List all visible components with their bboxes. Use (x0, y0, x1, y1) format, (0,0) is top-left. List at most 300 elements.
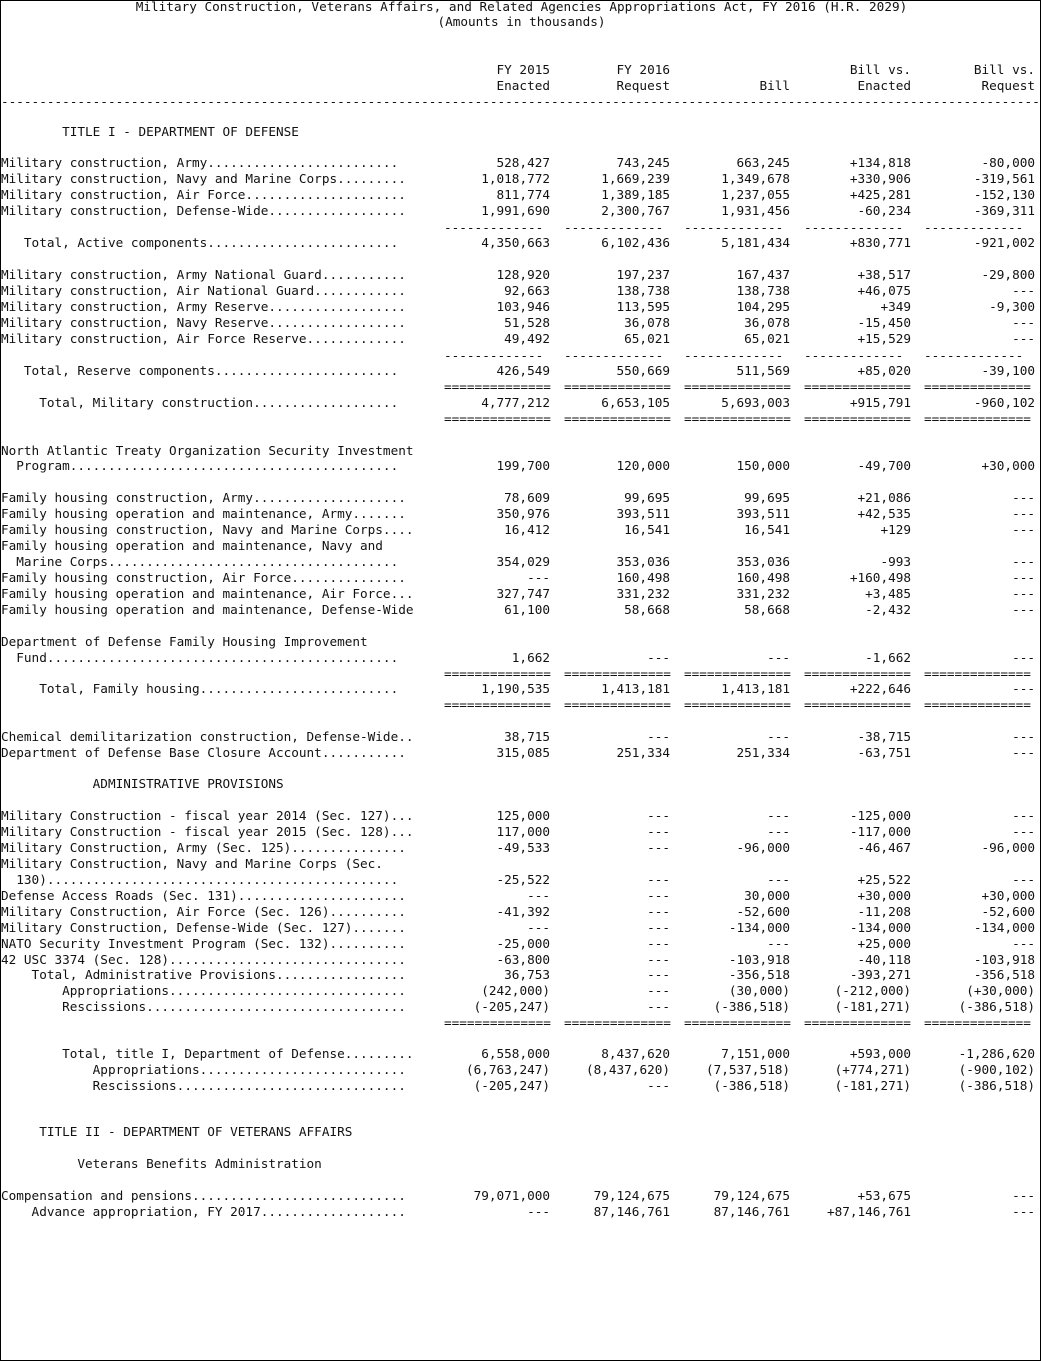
cell-bill-vs-enacted: -38,715 (857, 729, 911, 744)
cell-bill-vs-enacted: +349 (880, 299, 911, 314)
col-request-subheader: Request (616, 78, 670, 93)
col-request2-subheader: Request (981, 78, 1035, 93)
row-label: Military Construction, Army (Sec. 125)............... (1, 840, 406, 855)
column-header-row-1 (1, 62, 1041, 78)
cell-bill: (30,000) (728, 983, 790, 998)
cell-fy2015-enacted: 6,558,000 (481, 1046, 550, 1061)
cell-fy2015-enacted: -63,800 (496, 952, 550, 967)
table-row (1, 395, 1041, 411)
cell-bill: (7,537,518) (705, 1062, 790, 1077)
cell-fy2016-request: 197,237 (616, 267, 670, 282)
cell-fy2016-request: 1,389,185 (601, 187, 670, 202)
cell-bill-vs-enacted: +134,818 (849, 155, 911, 170)
cell-fy2016-request: 353,036 (616, 554, 670, 569)
cell-bill-vs-request: --- (1012, 808, 1035, 823)
cell-bill: (-386,518) (713, 999, 790, 1014)
cell-fy2016-request: 160,498 (616, 570, 670, 585)
cell-bill-vs-request: --- (1012, 490, 1035, 505)
cell-bill: 65,021 (744, 331, 790, 346)
col-enacted-subheader: Enacted (496, 78, 550, 93)
row-label: Appropriations............................... (1, 983, 406, 998)
cell-bill: 1,413,181 (721, 681, 790, 696)
cell-bill-vs-enacted: +222,646 (849, 681, 911, 696)
cell-fy2015-enacted: 4,777,212 (481, 395, 550, 410)
table-row (1, 1204, 1041, 1220)
cell-bill: -52,600 (736, 904, 790, 919)
row-label: Military Construction - fiscal year 2014 (Sec. 127)... (1, 808, 414, 823)
cell-fy2015-enacted: 79,071,000 (473, 1188, 550, 1203)
document-title: Military Construction, Veterans Affairs, and Related Agencies Appropriations Act, FY 2016 (H.R. 2029) (135, 0, 908, 14)
cell-bill: 393,511 (736, 506, 790, 521)
cell-bill-vs-enacted: +87,146,761 (826, 1204, 911, 1219)
cell-fy2016-request: 36,078 (624, 315, 670, 330)
double-total-rule (1, 411, 1041, 427)
table-row (1, 650, 1041, 666)
cell-bill-vs-enacted: +915,791 (849, 395, 911, 410)
rule-segment: ------------- (684, 348, 784, 363)
table-row (1, 538, 1041, 554)
row-label: North Atlantic Treaty Organization Security Investment (1, 443, 414, 458)
cell-fy2015-enacted: (242,000) (481, 983, 550, 998)
cell-fy2015-enacted: 528,427 (496, 155, 550, 170)
cell-fy2015-enacted: 811,774 (496, 187, 550, 202)
cell-bill: 138,738 (736, 283, 790, 298)
subtotal-rule (1, 348, 1041, 364)
rule-segment: ============== (684, 411, 791, 426)
row-label: Family housing construction, Navy and Marine Corps.... (1, 522, 414, 537)
table-row (1, 999, 1041, 1015)
rule-segment: ============== (924, 1015, 1031, 1030)
cell-bill-vs-request: --- (1012, 602, 1035, 617)
cell-bill: 511,569 (736, 363, 790, 378)
table-row (1, 522, 1041, 538)
cell-fy2015-enacted: 199,700 (496, 458, 550, 473)
row-label: Military Construction - fiscal year 2015 (Sec. 128)... (1, 824, 414, 839)
cell-bill-vs-request: -152,130 (973, 187, 1035, 202)
cell-fy2015-enacted: (-205,247) (473, 999, 550, 1014)
cell-bill: --- (767, 808, 790, 823)
cell-fy2015-enacted: 78,609 (504, 490, 550, 505)
row-label: Total, Active components......................... (1, 235, 399, 250)
cell-bill-vs-request: --- (1012, 872, 1035, 887)
table-row (1, 776, 1041, 792)
rule-segment: ============== (444, 697, 551, 712)
cell-bill-vs-request: --- (1012, 315, 1035, 330)
cell-bill-vs-enacted: +3,485 (865, 586, 911, 601)
table-row (1, 283, 1041, 299)
row-label: Veterans Benefits Administration (1, 1156, 322, 1171)
cell-fy2015-enacted: 125,000 (496, 808, 550, 823)
cell-bill: 663,245 (736, 155, 790, 170)
cell-bill-vs-enacted: -134,000 (849, 920, 911, 935)
cell-fy2016-request: --- (647, 1078, 670, 1093)
cell-bill-vs-request: --- (1012, 506, 1035, 521)
table-row (1, 554, 1041, 570)
cell-bill: -356,518 (728, 967, 790, 982)
row-label: Chemical demilitarization construction, Defense-Wide.. (1, 729, 414, 744)
cell-bill-vs-enacted: (-181,271) (834, 999, 911, 1014)
table-row (1, 856, 1041, 872)
cell-bill-vs-enacted: -993 (880, 554, 911, 569)
row-label: Military construction, Army National Guard........... (1, 267, 406, 282)
cell-fy2015-enacted: 1,662 (511, 650, 550, 665)
rule-segment: ============== (444, 411, 551, 426)
cell-bill-vs-enacted: -40,118 (857, 952, 911, 967)
cell-bill-vs-enacted: (-212,000) (834, 983, 911, 998)
cell-fy2016-request: 331,232 (616, 586, 670, 601)
cell-bill: 36,078 (744, 315, 790, 330)
table-row (1, 235, 1041, 251)
table-row (1, 1046, 1041, 1062)
double-total-rule (1, 1015, 1041, 1031)
col-enacted2-subheader: Enacted (857, 78, 911, 93)
cell-bill-vs-enacted: +25,000 (857, 936, 911, 951)
table-row (1, 952, 1041, 968)
row-label: 130).............................................. (1, 872, 399, 887)
table-row (1, 872, 1041, 888)
col-bill-header: Bill (759, 78, 790, 93)
cell-bill: 1,931,456 (721, 203, 790, 218)
cell-fy2016-request: --- (647, 729, 670, 744)
cell-fy2015-enacted: 350,976 (496, 506, 550, 521)
cell-fy2015-enacted: 117,000 (496, 824, 550, 839)
row-label: Marine Corps...................................... (1, 554, 399, 569)
row-label: Military construction, Air Force..................... (1, 187, 406, 202)
cell-bill-vs-request: (+30,000) (966, 983, 1035, 998)
cell-fy2016-request: 138,738 (616, 283, 670, 298)
rule-segment: ============== (804, 411, 911, 426)
row-label: Family housing operation and maintenance, Navy and (1, 538, 383, 553)
cell-bill: 5,693,003 (721, 395, 790, 410)
rule-segment: ============== (684, 1015, 791, 1030)
cell-fy2016-request: --- (647, 824, 670, 839)
cell-fy2016-request: 6,102,436 (601, 235, 670, 250)
cell-bill-vs-enacted: -46,467 (857, 840, 911, 855)
rule-segment: ============== (924, 411, 1031, 426)
cell-bill-vs-request: -960,102 (973, 395, 1035, 410)
cell-bill-vs-enacted: +25,522 (857, 872, 911, 887)
cell-bill-vs-request: -96,000 (981, 840, 1035, 855)
cell-fy2016-request: 65,021 (624, 331, 670, 346)
table-row (1, 1156, 1041, 1172)
row-label: Military construction, Air National Guard............ (1, 283, 406, 298)
cell-bill-vs-enacted: +593,000 (849, 1046, 911, 1061)
cell-bill-vs-enacted: +38,517 (857, 267, 911, 282)
rule-segment: ------------- (924, 348, 1024, 363)
cell-bill: 331,232 (736, 586, 790, 601)
table-row (1, 203, 1041, 219)
cell-fy2015-enacted: 1,991,690 (481, 203, 550, 218)
cell-bill-vs-enacted: -117,000 (849, 824, 911, 839)
table-row (1, 745, 1041, 761)
row-label: Total, Family housing.......................... (1, 681, 399, 696)
table-row (1, 904, 1041, 920)
rule-segment: ============== (444, 379, 551, 394)
cell-bill-vs-request: (-386,518) (958, 999, 1035, 1014)
table-row (1, 920, 1041, 936)
cell-bill-vs-enacted: -2,432 (865, 602, 911, 617)
cell-fy2015-enacted: 354,029 (496, 554, 550, 569)
row-label: Appropriations........................... (1, 1062, 406, 1077)
table-row (1, 729, 1041, 745)
rule-segment: ============== (804, 1015, 911, 1030)
row-label: TITLE II - DEPARTMENT OF VETERANS AFFAIRS (1, 1124, 353, 1139)
cell-bill-vs-request: +30,000 (981, 888, 1035, 903)
rule-segment: ------------- (804, 348, 904, 363)
cell-bill-vs-request: --- (1012, 570, 1035, 585)
cell-fy2015-enacted: 1,018,772 (481, 171, 550, 186)
row-label: Family housing operation and maintenance, Defense-Wide (1, 602, 414, 617)
row-label: Advance appropriation, FY 2017................... (1, 1204, 406, 1219)
cell-fy2015-enacted: 16,412 (504, 522, 550, 537)
row-label: Total, Administrative Provisions................. (1, 967, 406, 982)
cell-fy2015-enacted: 1,190,535 (481, 681, 550, 696)
table-row (1, 1078, 1041, 1094)
cell-fy2016-request: (8,437,620) (585, 1062, 670, 1077)
cell-bill-vs-request: -80,000 (981, 155, 1035, 170)
rule-segment: ============== (924, 666, 1031, 681)
cell-bill-vs-request: --- (1012, 936, 1035, 951)
cell-fy2016-request: 87,146,761 (593, 1204, 670, 1219)
cell-bill-vs-request: --- (1012, 554, 1035, 569)
row-label: Family housing operation and maintenance, Air Force... (1, 586, 414, 601)
cell-fy2016-request: 743,245 (616, 155, 670, 170)
cell-fy2016-request: --- (647, 840, 670, 855)
row-label: Military Construction, Navy and Marine Corps (Sec. (1, 856, 383, 871)
rule-segment: ============== (564, 666, 671, 681)
row-label: Department of Defense Family Housing Improvement (1, 634, 368, 649)
cell-bill-vs-request: +30,000 (981, 458, 1035, 473)
table-row (1, 187, 1041, 203)
cell-fy2016-request: --- (647, 888, 670, 903)
rule-segment: ============== (564, 411, 671, 426)
table-row (1, 1062, 1041, 1078)
cell-bill-vs-request: (-386,518) (958, 1078, 1035, 1093)
cell-fy2015-enacted: 315,085 (496, 745, 550, 760)
cell-bill-vs-enacted: +42,535 (857, 506, 911, 521)
cell-bill: -96,000 (736, 840, 790, 855)
table-row (1, 808, 1041, 824)
cell-bill-vs-request: -921,002 (973, 235, 1035, 250)
cell-fy2015-enacted: 4,350,663 (481, 235, 550, 250)
cell-fy2016-request: 393,511 (616, 506, 670, 521)
table-row (1, 840, 1041, 856)
cell-bill-vs-enacted: -60,234 (857, 203, 911, 218)
cell-fy2015-enacted: 36,753 (504, 967, 550, 982)
cell-bill-vs-enacted: +129 (880, 522, 911, 537)
col-bill-vs-enacted-header: Bill vs. (849, 62, 911, 77)
row-label: ADMINISTRATIVE PROVISIONS (1, 776, 284, 791)
table-row (1, 1188, 1041, 1204)
row-label: Military construction, Defense-Wide.................. (1, 203, 406, 218)
column-header-row-2 (1, 78, 1041, 94)
rule-segment: ============== (924, 697, 1031, 712)
row-label: Military Construction, Defense-Wide (Sec. 127)....... (1, 920, 406, 935)
row-label: Rescissions.................................. (1, 999, 406, 1014)
cell-fy2015-enacted: (-205,247) (473, 1078, 550, 1093)
rule-segment: ============== (444, 666, 551, 681)
cell-bill: 30,000 (744, 888, 790, 903)
cell-bill-vs-request: -39,100 (981, 363, 1035, 378)
cell-bill-vs-enacted: -11,208 (857, 904, 911, 919)
cell-bill-vs-request: --- (1012, 522, 1035, 537)
cell-bill-vs-request: --- (1012, 745, 1035, 760)
cell-bill: -103,918 (728, 952, 790, 967)
rule-segment: ============== (804, 697, 911, 712)
col-fy2016-header: FY 2016 (616, 62, 670, 77)
cell-fy2015-enacted: --- (527, 570, 550, 585)
rule-segment: ------------- (804, 220, 904, 235)
cell-bill: 16,541 (744, 522, 790, 537)
cell-bill: --- (767, 729, 790, 744)
cell-bill: 7,151,000 (721, 1046, 790, 1061)
cell-bill-vs-enacted: -1,662 (865, 650, 911, 665)
cell-fy2016-request: 99,695 (624, 490, 670, 505)
cell-fy2016-request: 2,300,767 (601, 203, 670, 218)
col-fy2015-header: FY 2015 (496, 62, 550, 77)
row-label: Family housing construction, Air Force............... (1, 570, 406, 585)
cell-fy2016-request: 1,669,239 (601, 171, 670, 186)
table-row (1, 315, 1041, 331)
row-label: Military construction, Army......................... (1, 155, 399, 170)
col-bill-vs-request-header: Bill vs. (973, 62, 1035, 77)
cell-bill-vs-request: -356,518 (973, 967, 1035, 982)
row-label: Rescissions.............................. (1, 1078, 406, 1093)
cell-bill-vs-enacted: +15,529 (857, 331, 911, 346)
row-label: Total, Military construction................... (1, 395, 399, 410)
cell-bill: 5,181,434 (721, 235, 790, 250)
cell-bill-vs-request: --- (1012, 824, 1035, 839)
row-label: Military construction, Navy Reserve.................. (1, 315, 406, 330)
cell-bill-vs-request: --- (1012, 650, 1035, 665)
cell-bill: -134,000 (728, 920, 790, 935)
cell-fy2015-enacted: 51,528 (504, 315, 550, 330)
rule-segment: ============== (924, 379, 1031, 394)
cell-fy2015-enacted: 128,920 (496, 267, 550, 282)
table-row (1, 824, 1041, 840)
cell-bill-vs-enacted: -49,700 (857, 458, 911, 473)
cell-fy2015-enacted: -41,392 (496, 904, 550, 919)
table-row (1, 155, 1041, 171)
cell-bill-vs-request: -134,000 (973, 920, 1035, 935)
row-label: Family housing construction, Army.................... (1, 490, 406, 505)
table-row (1, 490, 1041, 506)
cell-bill-vs-request: -319,561 (973, 171, 1035, 186)
cell-bill-vs-enacted: -393,271 (849, 967, 911, 982)
cell-fy2015-enacted: -25,000 (496, 936, 550, 951)
cell-bill-vs-enacted: +21,086 (857, 490, 911, 505)
rule-segment: ------------- (444, 220, 544, 235)
rule-segment: ============== (564, 697, 671, 712)
cell-bill-vs-enacted: +85,020 (857, 363, 911, 378)
cell-fy2016-request: 6,653,105 (601, 395, 670, 410)
row-label: Total, Reserve components........................ (1, 363, 399, 378)
row-label: Department of Defense Base Closure Account........... (1, 745, 406, 760)
cell-fy2016-request: --- (647, 872, 670, 887)
table-row (1, 1124, 1041, 1140)
cell-fy2016-request: 1,413,181 (601, 681, 670, 696)
cell-bill: 1,349,678 (721, 171, 790, 186)
table-row (1, 363, 1041, 379)
rule-segment: ============== (684, 666, 791, 681)
double-total-rule (1, 379, 1041, 395)
cell-fy2016-request: 251,334 (616, 745, 670, 760)
table-row (1, 983, 1041, 999)
row-label: Fund.............................................. (1, 650, 399, 665)
table-row (1, 634, 1041, 650)
table-row (1, 602, 1041, 618)
row-label: Family housing operation and maintenance, Army....... (1, 506, 406, 521)
cell-fy2015-enacted: -49,533 (496, 840, 550, 855)
cell-fy2015-enacted: --- (527, 888, 550, 903)
cell-bill-vs-request: -1,286,620 (958, 1046, 1035, 1061)
table-row (1, 299, 1041, 315)
cell-bill-vs-request: --- (1012, 1188, 1035, 1203)
cell-bill: 251,334 (736, 745, 790, 760)
cell-bill-vs-request: --- (1012, 331, 1035, 346)
table-row (1, 681, 1041, 697)
cell-fy2015-enacted: 103,946 (496, 299, 550, 314)
cell-fy2015-enacted: 38,715 (504, 729, 550, 744)
rule-segment: ------------- (564, 220, 664, 235)
cell-fy2016-request: 550,669 (616, 363, 670, 378)
cell-fy2016-request: --- (647, 967, 670, 982)
cell-fy2016-request: 8,437,620 (601, 1046, 670, 1061)
cell-fy2015-enacted: 49,492 (504, 331, 550, 346)
cell-bill-vs-request: -29,800 (981, 267, 1035, 282)
cell-fy2015-enacted: 426,549 (496, 363, 550, 378)
row-label: Military Construction, Air Force (Sec. 126).......... (1, 904, 406, 919)
table-row (1, 570, 1041, 586)
rule-segment: ------------- (564, 348, 664, 363)
cell-fy2015-enacted: 92,663 (504, 283, 550, 298)
cell-bill: (-386,518) (713, 1078, 790, 1093)
cell-fy2016-request: --- (647, 650, 670, 665)
cell-fy2016-request: --- (647, 999, 670, 1014)
row-label: TITLE I - DEPARTMENT OF DEFENSE (1, 124, 299, 139)
cell-bill-vs-request: -52,600 (981, 904, 1035, 919)
table-row (1, 967, 1041, 983)
cell-fy2016-request: --- (647, 808, 670, 823)
cell-fy2016-request: 113,595 (616, 299, 670, 314)
document-subtitle: (Amounts in thousands) (437, 14, 606, 29)
cell-bill: 58,668 (744, 602, 790, 617)
rule-segment: ============== (684, 379, 791, 394)
cell-bill: --- (767, 936, 790, 951)
cell-bill: 353,036 (736, 554, 790, 569)
cell-bill-vs-request: --- (1012, 283, 1035, 298)
cell-fy2016-request: 79,124,675 (593, 1188, 670, 1203)
row-label: Military construction, Navy and Marine Corps......... (1, 171, 406, 186)
rule-segment: ------------- (924, 220, 1024, 235)
table-row (1, 124, 1041, 140)
cell-bill: 104,295 (736, 299, 790, 314)
cell-bill-vs-enacted: -63,751 (857, 745, 911, 760)
cell-bill: 87,146,761 (713, 1204, 790, 1219)
cell-bill-vs-enacted: -125,000 (849, 808, 911, 823)
cell-fy2015-enacted: (6,763,247) (465, 1062, 550, 1077)
cell-bill-vs-request: --- (1012, 1204, 1035, 1219)
table-row (1, 267, 1041, 283)
rule-segment: ============== (804, 666, 911, 681)
cell-bill-vs-request: --- (1012, 729, 1035, 744)
cell-bill: --- (767, 872, 790, 887)
cell-bill-vs-enacted: +53,675 (857, 1188, 911, 1203)
rule-segment: ============== (684, 697, 791, 712)
rule-segment: ------------- (444, 348, 544, 363)
table-row (1, 443, 1041, 459)
cell-bill-vs-enacted: (+774,271) (834, 1062, 911, 1077)
